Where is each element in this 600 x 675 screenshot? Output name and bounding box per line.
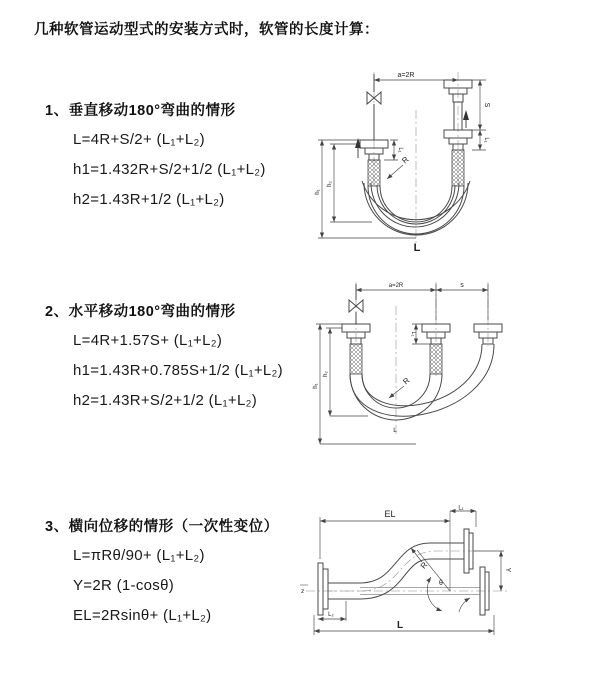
formula-line: h1=1.432R+S/2+1/2 (L₁+L₂) [73,161,266,178]
left-hose-fitting [342,324,370,374]
angle-construction [417,511,470,612]
left-flange [318,563,360,615]
formula-line: L=4R+S/2+ (L₁+L₂) [73,131,205,148]
length-label: L [413,242,421,254]
section-lateral-displacement [45,515,279,637]
page-title: 几种软管运动型式的安装方式时，软管的长度计算： [34,22,379,38]
centerlines [356,282,488,436]
dimension-lines [314,511,504,635]
dim-label-l2: L₂ [328,612,334,618]
section-heading: 1、垂直移动180°弯曲的情形 [45,103,236,119]
angle-label: θ [439,580,443,587]
dim-label-l1-right: L₁ [483,137,489,143]
dim-label-h1: h₁ [315,189,321,195]
formula-line: EL=2Rsinθ+ (L₁+L₂) [73,607,212,624]
length-label: L [393,427,397,434]
section-horizontal-movement [45,300,283,422]
length-label: L [396,620,404,631]
dim-label-s: S [483,102,490,108]
diagram-horizontal-u-bend [308,276,588,466]
dim-label-y: Y [504,567,511,573]
dim-label-s: s [460,282,464,289]
dim-label-l1-left: L₁ [397,147,403,153]
diagram-vertical-u-bend [308,66,588,256]
dim-label-l1: L₁ [410,331,416,337]
diagram-lateral-displacement [298,503,598,643]
datum-mark [300,585,308,595]
formula-line: h2=1.43R+S/2+1/2 (L₁+L₂) [73,392,258,409]
formula-line: Y=2R (1-cosθ) [73,577,175,594]
dim-label-a2r: a=2R [397,72,415,79]
radius-label: R [401,375,412,387]
section-heading: 2、水平移动180°弯曲的情形 [45,304,236,320]
formula-line: h2=1.43R+1/2 (L₁+L₂) [73,191,225,208]
middle-hose-fitting [422,324,450,374]
dim-label-el: EL [384,509,396,519]
radius-label: R [400,154,411,166]
dim-label-h2: h₂ [323,371,329,377]
section-heading: 3、横向位移的情形（一次性变位） [45,519,279,535]
dim-label-a2r: a=2R [388,283,404,289]
dim-label-h2: h₂ [327,181,333,187]
valve-icon [367,74,381,140]
hose-u-bend [350,344,494,420]
radius-label: R [418,560,430,571]
dim-label-l1: L₁ [458,505,464,512]
section-vertical-movement [45,99,266,221]
dim-label-h1: h₁ [313,383,319,389]
formula-line: h1=1.43R+0.785S+1/2 (L₁+L₂) [73,362,283,379]
datum-label: z [301,588,305,595]
formula-line: L=4R+1.57S+ (L₁+L₂) [73,332,223,349]
formula-line: L=πRθ/90+ (L₁+L₂) [73,547,205,564]
s-curve-hose [360,543,464,599]
